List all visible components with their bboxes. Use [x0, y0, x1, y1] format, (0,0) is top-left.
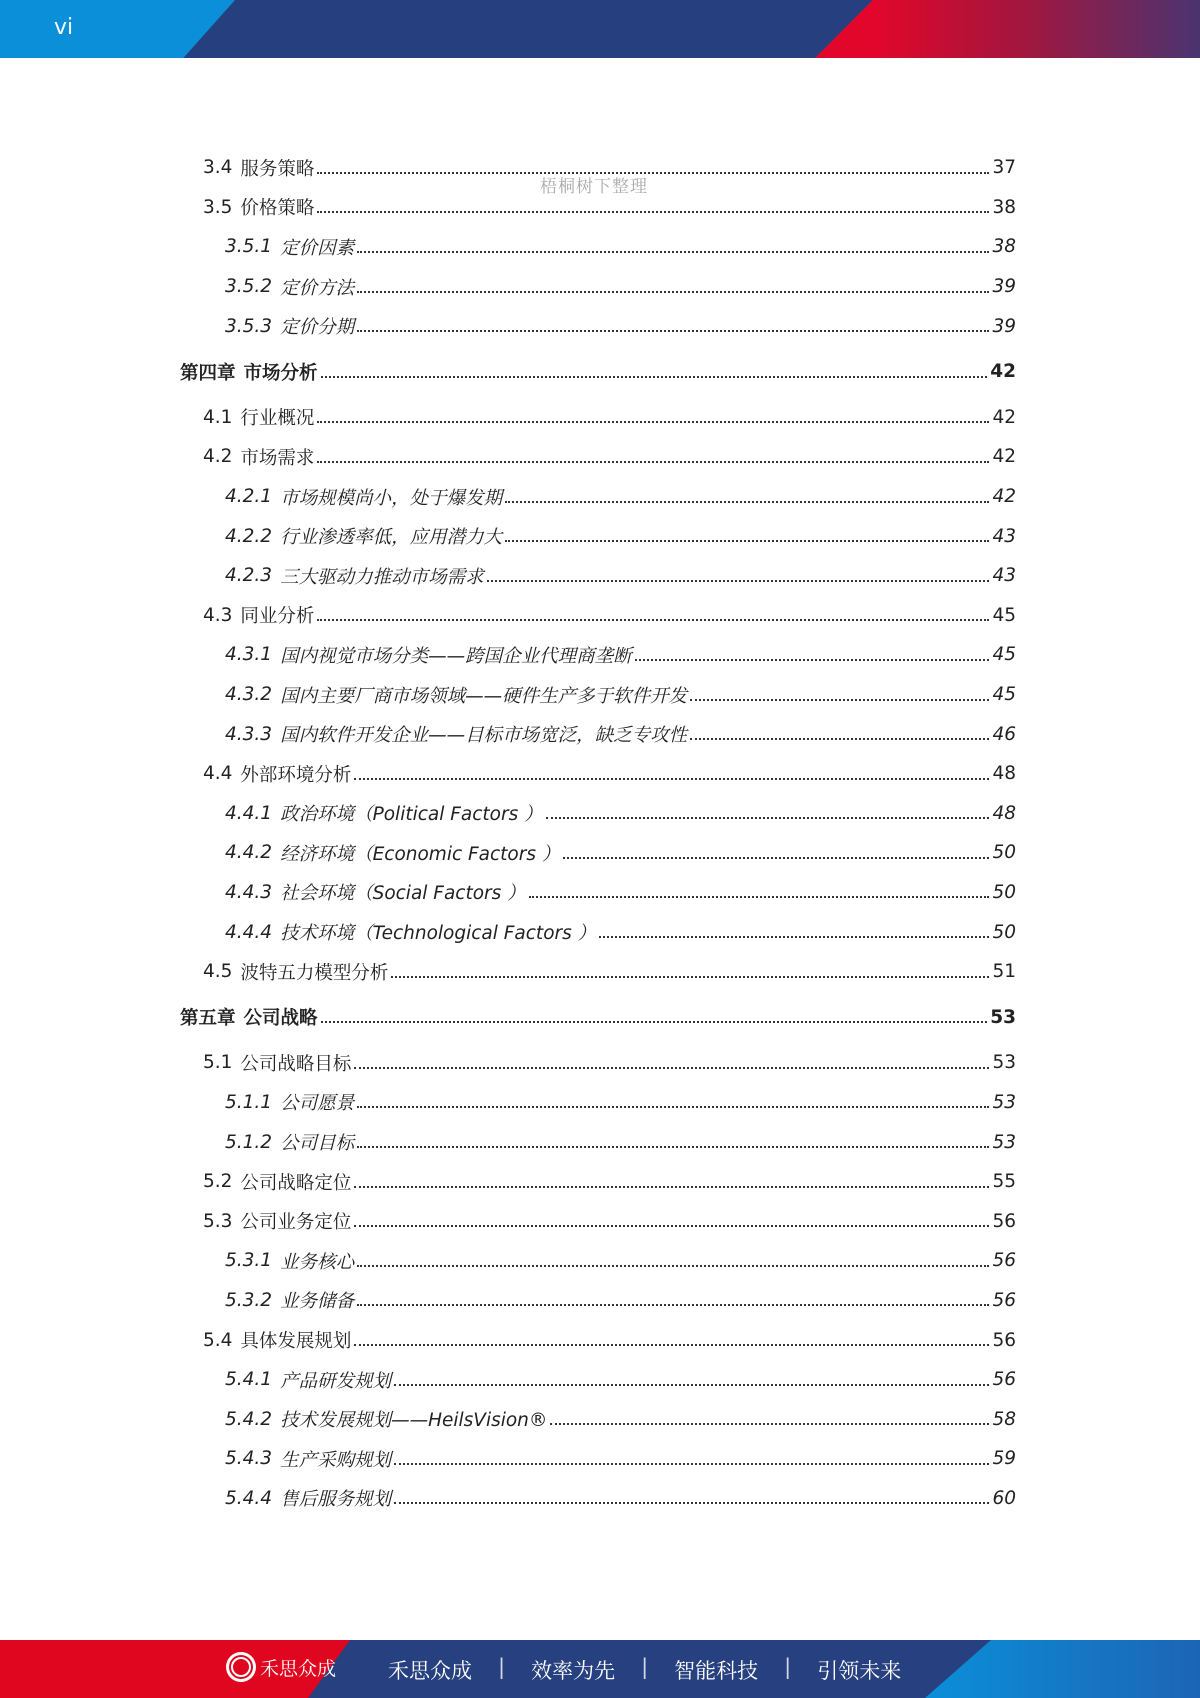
toc-entry[interactable]: [0, 675, 1016, 715]
toc-entry-title: 行业概况: [240, 408, 315, 430]
toc-entry-page: 48: [992, 763, 1016, 785]
toc-entry-number: 5.4.1: [225, 1369, 273, 1391]
toc-entry-number: 4.2: [203, 446, 233, 468]
toc-entry-number: 3.5.1: [225, 236, 273, 258]
toc-entry-page: 39: [992, 315, 1016, 337]
toc-entry-page: 51: [992, 961, 1016, 983]
toc-leader-dots: [317, 172, 989, 174]
toc-entry-page: 53: [992, 1052, 1016, 1074]
toc-entry-number: 4.3.1: [225, 644, 273, 666]
toc-entry[interactable]: [0, 148, 1016, 188]
toc-entry-number: 第四章: [180, 362, 236, 384]
toc-leader-dots: [394, 1463, 989, 1465]
toc-entry-title: 公司愿景: [280, 1093, 355, 1115]
toc-entry[interactable]: [0, 1043, 1016, 1083]
slogan-item: 禾思众成: [388, 1659, 472, 1683]
toc-leader-dots: [354, 1186, 989, 1188]
toc-leader-dots: [599, 936, 989, 938]
toc-entry-title: 定价方法: [280, 277, 355, 299]
toc-entry-number: 4.4.1: [225, 802, 273, 824]
toc-leader-dots: [357, 1146, 989, 1148]
toc-entry-page: 42: [990, 361, 1016, 383]
toc-entry-title: 业务储备: [280, 1291, 355, 1313]
toc-entry-title: 三大驱动力推动市场需求: [280, 566, 484, 588]
toc-entry-number: 第五章: [180, 1008, 236, 1030]
toc-entry-page: 53: [992, 1131, 1016, 1153]
toc-entry-title: 生产采购规划: [280, 1449, 392, 1471]
toc-entry-page: 58: [992, 1408, 1016, 1430]
toc-leader-dots: [354, 1067, 989, 1069]
toc-leader-dots: [321, 376, 988, 378]
toc-entry-title: 公司战略定位: [240, 1172, 352, 1194]
toc-entry-number: 4.1: [203, 406, 233, 428]
toc-entry-title: 定价分期: [280, 317, 355, 339]
toc-leader-dots: [394, 1502, 989, 1504]
toc-entry-page: 60: [992, 1487, 1016, 1509]
toc-entry-number: 4.4.2: [225, 842, 273, 864]
toc-entry-number: 5.1.1: [225, 1091, 273, 1113]
toc-entry-title: 售后服务规划: [280, 1489, 392, 1511]
logo-text: 禾思众成: [260, 1657, 337, 1680]
toc-leader-dots: [505, 501, 989, 503]
toc-entry[interactable]: [0, 398, 1016, 438]
toc-entry-number: 4.2.3: [225, 565, 273, 587]
toc-entry-page: 56: [992, 1289, 1016, 1311]
toc-leader-dots: [357, 1106, 989, 1108]
toc-entry[interactable]: [0, 556, 1016, 596]
toc-entry[interactable]: [0, 1399, 1016, 1439]
toc-entry-page: 42: [992, 446, 1016, 468]
toc-entry-number: 5.4: [203, 1329, 233, 1351]
toc-entry-number: 4.5: [203, 961, 233, 983]
toc-leader-dots: [357, 1304, 989, 1306]
toc-entry[interactable]: [0, 1122, 1016, 1162]
toc-leader-dots: [357, 251, 989, 253]
toc-entry[interactable]: [0, 1162, 1016, 1202]
toc-entry-number: 5.3.1: [225, 1250, 273, 1272]
toc-leader-dots: [391, 976, 989, 978]
toc-leader-dots: [505, 540, 989, 542]
toc-leader-dots: [317, 619, 989, 621]
toc-entry-page: 56: [992, 1210, 1016, 1232]
watermark: 梧桐树下整理: [540, 177, 648, 197]
toc-entry-page: 56: [992, 1369, 1016, 1391]
toc-entry-number: 5.4.3: [225, 1448, 273, 1470]
toc-entry-number: 5.1.2: [225, 1131, 273, 1153]
toc-entry[interactable]: [0, 477, 1016, 517]
toc-entry-page: 50: [992, 881, 1016, 903]
toc-entry-page: 56: [992, 1250, 1016, 1272]
toc-leader-dots: [317, 211, 989, 213]
toc-entry-number: 5.2: [203, 1171, 233, 1193]
toc-entry[interactable]: [0, 1241, 1016, 1281]
slogan-separator: |: [498, 1655, 506, 1679]
toc-entry-title: 市场规模尚小，处于爆发期: [280, 487, 503, 509]
toc-entry-page: 38: [992, 196, 1016, 218]
page-header-banner: [0, 0, 1200, 58]
toc-entry-title: 市场分析: [243, 362, 318, 384]
toc-entry-title: 国内主要厂商市场领域——硬件生产多于软件开发: [280, 685, 688, 707]
toc-leader-dots: [354, 1225, 989, 1227]
toc-entry[interactable]: [0, 1360, 1016, 1400]
toc-entry[interactable]: [0, 516, 1016, 556]
toc-entry-title: 行业渗透率低，应用潜力大: [280, 527, 503, 549]
footer-slogan: [388, 1655, 901, 1685]
toc-entry[interactable]: [0, 267, 1016, 307]
page-footer-banner: [0, 1640, 1200, 1698]
toc-entry[interactable]: [0, 596, 1016, 636]
toc-entry-page: 46: [992, 723, 1016, 745]
toc-leader-dots: [690, 738, 989, 740]
toc-entry-page: 50: [992, 842, 1016, 864]
toc-entry-number: 3.5.2: [225, 276, 273, 298]
toc-entry-number: 4.4.3: [225, 881, 273, 903]
toc-entry-page: 37: [992, 157, 1016, 179]
toc-entry-title: 公司战略目标: [240, 1053, 352, 1075]
toc-chapter-entry[interactable]: [0, 997, 1016, 1037]
toc-leader-dots: [529, 896, 990, 898]
toc-leader-dots: [487, 580, 990, 582]
toc-entry[interactable]: [0, 833, 1016, 873]
footer-light-blue-band: [925, 1640, 1200, 1698]
toc-entry[interactable]: [0, 1320, 1016, 1360]
toc-entry-title: 政治环境（Political Factors ）: [280, 804, 543, 826]
toc-entry-page: 42: [992, 486, 1016, 508]
slogan-item: 引领未来: [817, 1659, 902, 1683]
toc-leader-dots: [357, 291, 989, 293]
toc-entry-number: 4.3.2: [225, 684, 273, 706]
toc-entry-page: 50: [992, 921, 1016, 943]
toc-entry-title: 服务策略: [240, 158, 315, 180]
toc-entry-title: 经济环境（Economic Factors ）: [280, 843, 561, 865]
toc-entry-page: 55: [992, 1171, 1016, 1193]
toc-entry-number: 4.4: [203, 763, 233, 785]
slogan-item: 效率为先: [531, 1659, 616, 1683]
toc-entry-number: 4.3: [203, 604, 233, 626]
toc-entry[interactable]: [0, 873, 1016, 913]
toc-entry-page: 42: [992, 406, 1016, 428]
toc-entry[interactable]: [0, 1083, 1016, 1123]
toc-entry-number: 3.5.3: [225, 315, 273, 337]
toc-entry-page: 53: [992, 1091, 1016, 1113]
toc-entry[interactable]: [0, 1439, 1016, 1479]
toc-entry-title: 公司目标: [280, 1133, 355, 1155]
toc-entry-title: 社会环境（Social Factors ）: [280, 883, 526, 905]
toc-entry[interactable]: [0, 754, 1016, 794]
table-of-contents: [0, 148, 1200, 1518]
toc-entry-number: 5.4.4: [225, 1487, 273, 1509]
toc-entry-page: 45: [992, 604, 1016, 626]
slogan-separator: |: [641, 1655, 649, 1679]
toc-entry-number: 4.4.4: [225, 921, 273, 943]
toc-leader-dots: [357, 1265, 989, 1267]
toc-entry-title: 市场需求: [240, 447, 315, 469]
toc-entry-title: 同业分析: [240, 606, 315, 628]
slogan-separator: |: [784, 1655, 792, 1679]
toc-entry-page: 39: [992, 276, 1016, 298]
toc-entry-title: 定价因素: [280, 237, 355, 259]
toc-entry-number: 4.3.3: [225, 723, 273, 745]
toc-entry-page: 38: [992, 236, 1016, 258]
toc-entry-number: 5.3: [203, 1210, 233, 1232]
toc-entry[interactable]: [0, 306, 1016, 346]
toc-entry-title: 业务核心: [280, 1251, 355, 1273]
toc-entry-title: 技术发展规划——HeilsVision®: [280, 1410, 548, 1432]
toc-entry-title: 价格策略: [240, 198, 315, 220]
toc-leader-dots: [690, 699, 989, 701]
toc-leader-dots: [635, 659, 990, 661]
toc-leader-dots: [317, 421, 989, 423]
toc-leader-dots: [317, 461, 989, 463]
toc-entry-title: 公司业务定位: [240, 1212, 352, 1234]
toc-entry-page: 43: [992, 565, 1016, 587]
toc-entry-title: 国内软件开发企业——目标市场宽泛，缺乏专攻性: [280, 725, 688, 747]
toc-entry-title: 产品研发规划: [280, 1370, 392, 1392]
company-logo: [226, 1652, 336, 1682]
toc-leader-dots: [354, 1344, 989, 1346]
toc-entry-number: 4.2.2: [225, 525, 273, 547]
toc-leader-dots: [394, 1384, 989, 1386]
toc-entry[interactable]: [0, 1479, 1016, 1519]
toc-chapter-entry[interactable]: [0, 352, 1016, 392]
toc-entry-title: 外部环境分析: [240, 764, 352, 786]
toc-entry-page: 59: [992, 1448, 1016, 1470]
toc-entry-title: 具体发展规划: [240, 1331, 352, 1353]
toc-entry[interactable]: [0, 1281, 1016, 1321]
toc-leader-dots: [546, 817, 990, 819]
toc-entry-number: 3.4: [203, 157, 233, 179]
toc-entry[interactable]: [0, 188, 1016, 228]
toc-entry[interactable]: [0, 794, 1016, 834]
toc-entry[interactable]: [0, 952, 1016, 992]
header-red-band: [815, 0, 1200, 58]
toc-entry-title: 国内视觉市场分类——跨国企业代理商垄断: [280, 645, 632, 667]
slogan-item: 智能科技: [674, 1659, 759, 1683]
toc-entry[interactable]: [0, 714, 1016, 754]
toc-entry[interactable]: [0, 1201, 1016, 1241]
toc-entry-number: 3.5: [203, 196, 233, 218]
toc-entry-page: 56: [992, 1329, 1016, 1351]
toc-entry-page: 48: [992, 802, 1016, 824]
toc-entry-title: 波特五力模型分析: [240, 962, 389, 984]
toc-entry-title: 技术环境（Technological Factors ）: [280, 923, 597, 945]
toc-leader-dots: [357, 330, 989, 332]
header-light-blue-band: [0, 0, 235, 58]
toc-leader-dots: [550, 1423, 989, 1425]
toc-entry[interactable]: [0, 437, 1016, 477]
toc-entry-page: 53: [990, 1006, 1016, 1028]
toc-entry[interactable]: [0, 912, 1016, 952]
toc-leader-dots: [563, 857, 989, 859]
toc-entry-page: 43: [992, 525, 1016, 547]
toc-entry-number: 5.1: [203, 1052, 233, 1074]
toc-entry[interactable]: [0, 227, 1016, 267]
toc-entry[interactable]: [0, 635, 1016, 675]
toc-entry-page: 45: [992, 644, 1016, 666]
toc-entry-number: 5.4.2: [225, 1408, 273, 1430]
toc-entry-number: 5.3.2: [225, 1289, 273, 1311]
logo-icon: [226, 1652, 256, 1682]
toc-entry-title: 公司战略: [243, 1008, 318, 1030]
toc-leader-dots: [354, 778, 989, 780]
toc-entry-number: 4.2.1: [225, 486, 273, 508]
toc-leader-dots: [321, 1021, 988, 1023]
page-number: vi: [54, 15, 74, 40]
toc-entry-page: 45: [992, 684, 1016, 706]
